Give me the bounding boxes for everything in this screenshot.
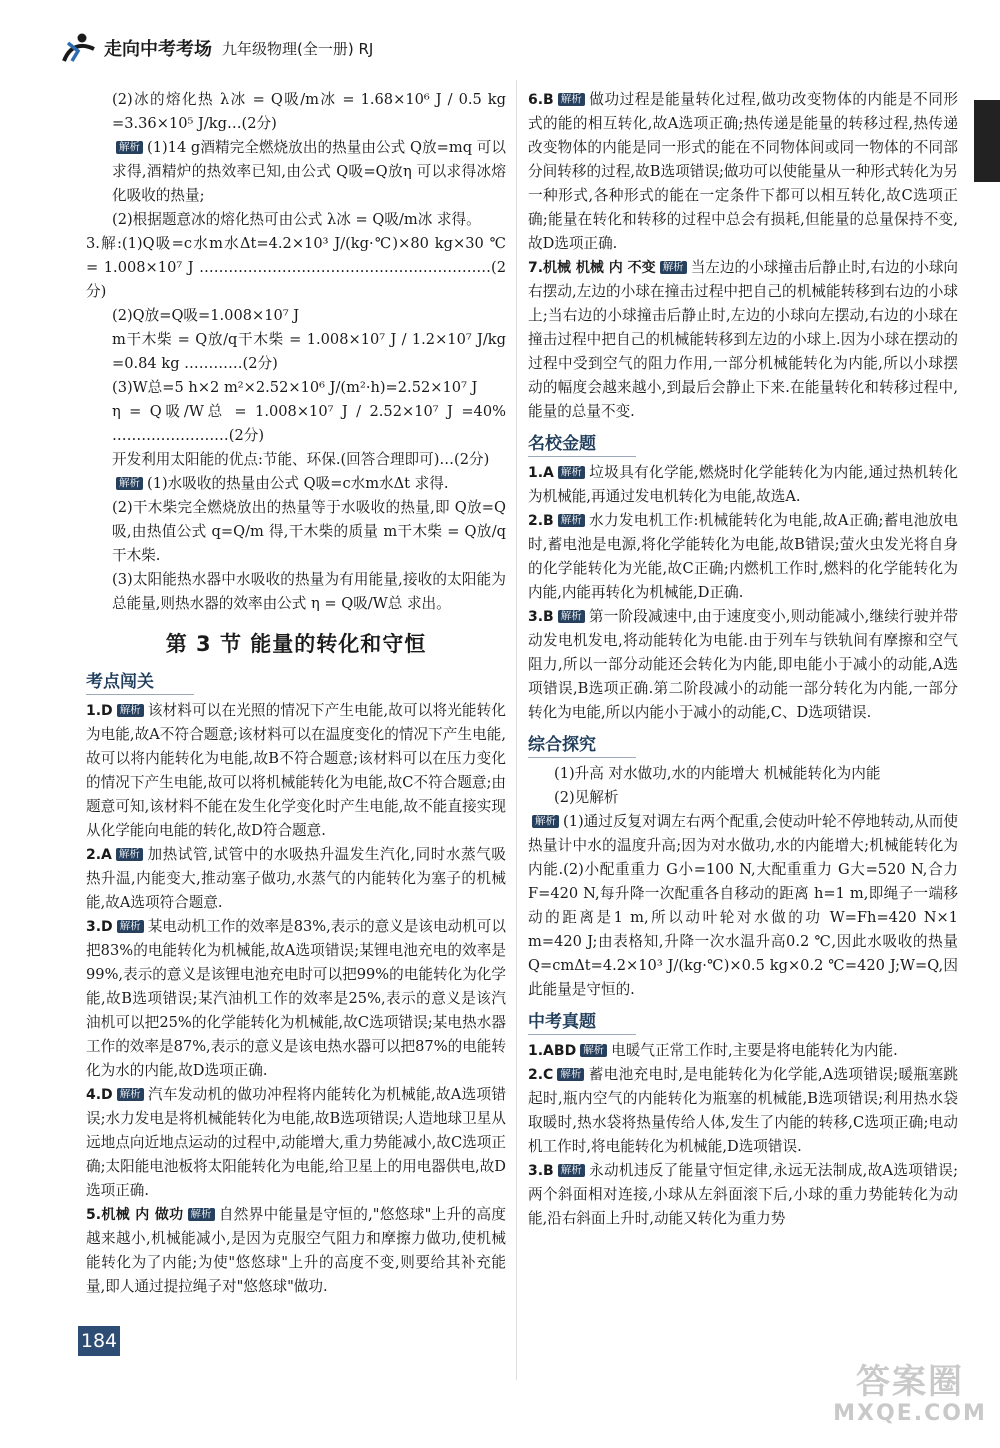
analysis-text: 汽车发动机的做功冲程将内能转化为机械能,故A选项错误;水力发电是将机械能转化为电能,故B选项错误;人造地球卫星从远地点向近地点运动的过程中,动能增大,重力势能减小,故C选项正确;太阳能电池板将太阳能转化为电能,给卫星上的用电器供电,故D选项正确. bbox=[86, 1086, 506, 1199]
analysis-tag: 解析 bbox=[188, 1208, 215, 1221]
answer-line: (1)升高 对水做功,水的内能增大 机械能转化为内能 bbox=[554, 765, 881, 782]
analysis-tag: 解析 bbox=[558, 1164, 585, 1177]
answer-line: m干木柴 = Q放/q干木柴 = 1.008×10⁷ J / 1.2×10⁷ J/kg =0.84 kg …………(2分) bbox=[112, 331, 506, 372]
side-tab bbox=[974, 100, 1000, 182]
watermark bbox=[830, 1362, 990, 1438]
analysis-text: (2)干木柴完全燃烧放出的热量等于水吸收的热量,即 Q放=Q吸,由热值公式 q=Q/m 得,干木柴的质量 m干木柴 = Q放/q干木柴. bbox=[112, 499, 506, 564]
analysis-tag: 解析 bbox=[116, 477, 143, 490]
answer-number: 1.ABD bbox=[528, 1043, 577, 1059]
answer-number: 6.B bbox=[528, 92, 554, 108]
answer-number: 4.D bbox=[86, 1087, 113, 1103]
left-column bbox=[86, 88, 506, 1299]
analysis-text: (1)14 g酒精完全燃烧放出的热量由公式 Q放=mq 可以求得,酒精炉的热效率已知,由公式 Q吸=Q放η 可以求得冰熔化吸收的热量; bbox=[112, 139, 506, 204]
answer-line: η = Q吸/W总 = 1.008×10⁷ J / 2.52×10⁷ J =40% ……………………(2分) bbox=[112, 403, 506, 444]
analysis-text: (1)水吸收的热量由公式 Q吸=c水m水Δt 求得. bbox=[147, 475, 449, 492]
analysis-tag: 解析 bbox=[558, 466, 585, 479]
analysis-tag: 解析 bbox=[660, 261, 687, 274]
analysis-text: 加热试管,试管中的水吸热升温发生汽化,同时水蒸气吸热升温,内能变大,推动塞子做功,水蒸气的内能转化为塞子的机械能,故A选项符合题意. bbox=[86, 846, 506, 911]
runner-logo-icon bbox=[60, 31, 98, 65]
analysis-tag: 解析 bbox=[558, 93, 585, 106]
analysis-text: 水力发电机工作:机械能转化为电能,故A正确;蓄电池放电时,蓄电池是电源,将化学能转化为电能,故B错误;萤火虫发光将自身的化学能转化为光能,故C正确;内燃机工作时,燃料的化学能转化为内能,内能再转化为机械能,D正确. bbox=[528, 512, 958, 601]
analysis-text: 永动机违反了能量守恒定律,永远无法制成,故A选项错误;两个斜面相对连接,小球从左斜面滚下后,小球的重力势能转化为动能,沿右斜面上升时,动能又转化为重力势 bbox=[528, 1162, 958, 1227]
section-heading: 名校金题 bbox=[528, 432, 636, 457]
analysis-text: 当左边的小球撞击后静止时,右边的小球向右摆动,左边的小球在撞击过程中把自己的机械能转移到右边的小球上;当右边的小球撞击后静止时,左边的小球向左摆动,右边的小球在撞击过程中把自己的机械能转移到左边的小球上.因为小球在摆动的过程中受到空气的阻力作用,一部分机械能转化为内能,所以小球摆动的幅度会越来越小,到最后会静止下来.在能量转化和转移过程中,能量的总量不变. bbox=[528, 259, 959, 420]
analysis-text: 该材料可以在光照的情况下产生电能,故可以将光能转化为电能,故A不符合题意;该材料可以在温度变化的情况下产生电能,故可以将内能转化为电能,故B不符合题意;该材料可以在压力变化的情况下产生电能,故可以将机械能转化为电能,故C不符合题意;由题意可知,该材料不能在发生化学变化时产生电能,故不能直接实现从化学能向电能的转化,故D符合题意. bbox=[86, 702, 506, 839]
analysis-tag: 解析 bbox=[117, 704, 144, 717]
section-heading: 考点闯关 bbox=[86, 670, 194, 695]
analysis-text: 蓄电池充电时,是电能转化为化学能,A选项错误;暖瓶塞跳起时,瓶内空气的内能转化为瓶塞的机械能,B选项错误;利用热水袋取暖时,热水袋将热量传给人体,发生了内能的转移,C选项正确;电动机工作时,将电能转化为机械能,D选项错误. bbox=[528, 1066, 958, 1155]
page-number: 184 bbox=[78, 1326, 120, 1356]
watermark-line2: MXQE.COM bbox=[833, 1401, 987, 1426]
analysis-text: (2)根据题意冰的熔化热可由公式 λ冰 = Q吸/m冰 求得。 bbox=[112, 211, 481, 228]
analysis-text: 做功过程是能量转化过程,做功改变物体的内能是不同形式的能的相互转化,故A选项正确;热传递是能量的转移过程,热传递改变物体的内能是同一形式的能在不同物体间或同一物体的不同部分间转移的过程,故B选项错误;做功可以使能量从一种形式转化为另一种形式,各种形式的能在一定条件下都可以相互转化,故C选项正确;能量在转化和转移的过程中总会有损耗,但能量的总量保持不变,故D选项正确. bbox=[528, 91, 958, 252]
analysis-text: 某电动机工作的效率是83%,表示的意义是该电动机可以把83%的电能转化为机械能,故A选项错误;某锂电池充电的效率是99%,表示的意义是该锂电池充电时可以把99%的电能转化为化学能,故B选项错误;某汽油机工作的效率是25%,表示的意义是该汽油机可以把25%的化学能转化为机械能,故C选项错误;某电热水器工作的效率是87%,表示的意义是该电热水器可以把87%的电能转化为水的内能,故D选项正确. bbox=[86, 918, 506, 1079]
answer-number: 1.D bbox=[86, 703, 113, 719]
answer-line: (2)冰的熔化热 λ冰 = Q吸/m冰 = 1.68×10⁶ J / 0.5 kg =3.36×10⁵ J/kg…(2分) bbox=[112, 91, 506, 132]
answer-number: 3.D bbox=[86, 919, 113, 935]
page-header bbox=[60, 28, 660, 68]
answer-number: 7.机械 机械 内 不变 bbox=[528, 260, 656, 276]
book-subtitle: 九年级物理(全一册) RJ bbox=[222, 39, 374, 58]
analysis-text: 垃圾具有化学能,燃烧时化学能转化为内能,通过热机转化为机械能,再通过发电机转化为电能,故选A. bbox=[528, 464, 958, 505]
answer-number: 3.B bbox=[528, 1163, 554, 1179]
analysis-text: 电暖气正常工作时,主要是将电能转化为内能. bbox=[611, 1042, 898, 1059]
analysis-tag: 解析 bbox=[558, 610, 585, 623]
section-heading: 综合探究 bbox=[528, 733, 636, 758]
answer-number: 1.A bbox=[528, 465, 554, 481]
column-divider bbox=[516, 80, 517, 1380]
answer-line: 开发利用太阳能的优点:节能、环保.(回答合理即可)…(2分) bbox=[112, 451, 490, 468]
analysis-tag: 解析 bbox=[532, 815, 559, 828]
analysis-tag: 解析 bbox=[116, 141, 143, 154]
analysis-tag: 解析 bbox=[558, 514, 585, 527]
answer-number: 2.A bbox=[86, 847, 112, 863]
chapter-title: 第 3 节 能量的转化和守恒 bbox=[165, 632, 427, 656]
book-title: 走向中考考场 bbox=[104, 39, 212, 60]
analysis-tag: 解析 bbox=[580, 1044, 607, 1057]
answer-line: 3.解:(1)Q吸=c水m水Δt=4.2×10³ J/(kg·℃)×80 kg×30 ℃ = 1.008×10⁷ J ……………………………………………………(2分) bbox=[86, 235, 506, 300]
analysis-text: 第一阶段减速中,由于速度变小,则动能减小,继续行驶并带动发电机发电,将动能转化为电能.由于列车与铁轨间有摩擦和空气阻力,所以一部分动能还会转化为内能,即电能小于减小的动能,A选项错误,B选项正确.第二阶段减小的动能一部分转化为内能,一部分转化为电能,所以内能小于减小的动能,C、D选项错误. bbox=[528, 608, 958, 721]
answer-line: (2)Q放=Q吸=1.008×10⁷ J bbox=[112, 307, 300, 324]
analysis-text: (1)通过反复对调左右两个配重,会使动叶轮不停地转动,从而使热量计中水的温度升高;因为对水做功,水的内能增大;机械能转化为内能.(2)小配重重力 G小=100 N,大配重重力 G大=520 N,合力 F=420 N,每升降一次配重各自移动的距离 h=1 m,即绳子一端移动的距离是1 m,所以动叶轮对水做的功 W=Fh=420 N×1 m=420 J;由表格知,升降一次水温升高0.2 ℃,因此水吸收的热量 Q=cmΔt=4.2×10³ J/(kg·℃)×0.5 kg×0.2 ℃=420 J;W=Q,因此能量是守恒的. bbox=[528, 813, 958, 998]
answer-line: (3)W总=5 h×2 m²×2.52×10⁶ J/(m²·h)=2.52×10⁷ J bbox=[112, 379, 478, 396]
analysis-text: (3)太阳能热水器中水吸收的热量为有用能量,接收的太阳能为总能量,则热水器的效率由公式 η = Q吸/W总 求出。 bbox=[112, 571, 506, 612]
analysis-tag: 解析 bbox=[116, 848, 143, 861]
analysis-tag: 解析 bbox=[117, 920, 144, 933]
section-heading: 中考真题 bbox=[528, 1010, 636, 1035]
watermark-line1: 答案圈 bbox=[856, 1362, 964, 1402]
analysis-text: 自然界中能量是守恒的,"悠悠球"上升的高度越来越小,机械能减小,是因为克服空气阻力和摩擦力做功,使机械能转化为了内能;为使"悠悠球"上升的高度不变,则要给其补充能量,即人通过提拉绳子对"悠悠球"做功. bbox=[86, 1206, 506, 1295]
answer-number: 2.B bbox=[528, 513, 554, 529]
analysis-tag: 解析 bbox=[117, 1088, 144, 1101]
answer-number: 2.C bbox=[528, 1067, 554, 1083]
analysis-tag: 解析 bbox=[557, 1068, 584, 1081]
right-column bbox=[528, 88, 958, 1231]
answer-number: 3.B bbox=[528, 609, 554, 625]
answer-line: (2)见解析 bbox=[554, 789, 619, 806]
answer-number: 5.机械 内 做功 bbox=[86, 1207, 184, 1223]
